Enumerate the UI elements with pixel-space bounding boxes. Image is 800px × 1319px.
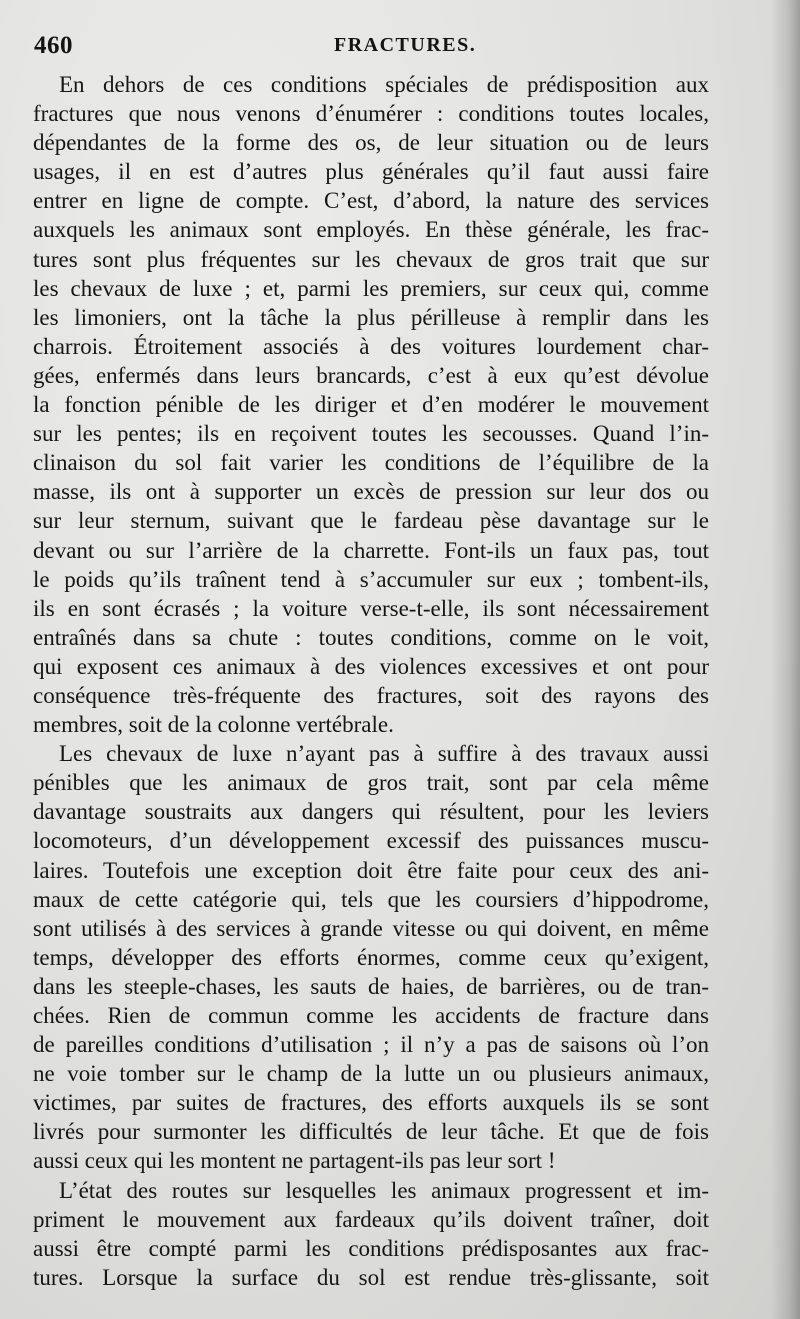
- text-line: chées. Rien de commun comme les accidents de fracture dans: [33, 1003, 709, 1028]
- text-line: masse, ils ont à supporter un excès de pression sur leur dos ou: [33, 479, 709, 505]
- text-line: les limoniers, ont la tâche la plus périlleuse à remplir dans les: [33, 304, 709, 330]
- text-line: davantage soustraits aux dangers qui résultent, pour les leviers: [33, 799, 709, 825]
- text-line: En dehors de ces conditions spéciales de prédisposition aux: [59, 72, 709, 97]
- text-line: pénibles que les animaux de gros trait, sont par cela même: [33, 770, 709, 796]
- text-line: charrois. Étroitement associés à des voitures lourdement char-: [33, 333, 709, 359]
- text-line: ne voie tomber sur le champ de la lutte un ou plusieurs animaux,: [33, 1061, 709, 1087]
- text-line: sur leur sternum, suivant que le fardeau pèse davantage sur le: [33, 508, 709, 534]
- text-line: dans les steeple-chases, les sauts de haies, de barrières, ou de tran-: [33, 973, 709, 999]
- text-line: priment le mouvement aux fardeaux qu’ils doivent traîner, doit: [33, 1206, 709, 1232]
- text-line: le poids qu’ils traînent tend à s’accumuler sur eux ; tombent-ils,: [33, 566, 709, 592]
- text-line: temps, développer des efforts énormes, comme ceux qu’exigent,: [33, 944, 709, 970]
- text-line: sont utilisés à des services à grande vitesse ou qui doivent, en même: [33, 915, 709, 941]
- text-line: entrer en ligne de compte. C’est, d’abord, la nature des services: [33, 188, 709, 214]
- text-line: usages, il en est d’autres plus générales qu’il faut aussi faire: [33, 159, 709, 185]
- text-line: membres, soit de la colonne vertébrale.: [33, 712, 394, 738]
- paragraph: [33, 739, 709, 1175]
- text-line: gées, enfermés dans leurs brancards, c’est à eux qu’est dévolue: [33, 362, 709, 388]
- text-line: dépendantes de la forme des os, de leur situation ou de leurs: [33, 130, 709, 156]
- paragraph: [33, 70, 709, 739]
- text-line: aussi être compté parmi les conditions prédisposantes aux frac-: [33, 1235, 709, 1261]
- text-line: locomoteurs, d’un développement excessif des puissances muscu-: [33, 828, 709, 854]
- text-line: auxquels les animaux sont employés. En thèse générale, les frac-: [33, 217, 709, 243]
- page-number: 460: [34, 32, 73, 59]
- text-line: qui exposent ces animaux à des violences excessives et ont pour: [33, 653, 709, 679]
- paragraph: [33, 1176, 709, 1292]
- text-line: maux de cette catégorie qui, tels que les coursiers d’hippodrome,: [33, 886, 709, 912]
- text-line: Les chevaux de luxe n’ayant pas à suffire à des travaux aussi: [59, 741, 709, 767]
- text-line: ils en sont écrasés ; la voiture verse-t-elle, ils sont nécessairement: [33, 595, 709, 621]
- text-line: aussi ceux qui les montent ne partagent-ils pas leur sort !: [33, 1148, 556, 1174]
- text-line: L’état des routes sur lesquelles les animaux progressent et im-: [59, 1177, 709, 1203]
- running-title: FRACTURES.: [334, 34, 477, 56]
- page-header: [34, 28, 749, 62]
- text-line: la fonction pénible de les diriger et d’en modérer le mouvement: [33, 392, 709, 418]
- text-line: sur les pentes; ils en reçoivent toutes les secousses. Quand l’in-: [33, 421, 709, 447]
- body-text: [33, 70, 709, 1292]
- text-line: les chevaux de luxe ; et, parmi les premiers, sur ceux qui, comme: [33, 275, 709, 301]
- text-line: victimes, par suites de fractures, des efforts auxquels ils se sont: [33, 1090, 709, 1116]
- text-line: tures sont plus fréquentes sur les chevaux de gros trait que sur: [33, 246, 709, 272]
- text-line: livrés pour surmonter les difficultés de leur tâche. Et que de fois: [33, 1119, 709, 1145]
- text-line: de pareilles conditions d’utilisation ; il n’y a pas de saisons où l’on: [33, 1032, 709, 1058]
- text-line: clinaison du sol fait varier les conditions de l’équilibre de la: [33, 450, 709, 476]
- text-line: devant ou sur l’arrière de la charrette. Font-ils un faux pas, tout: [33, 537, 709, 563]
- text-line: conséquence très-fréquente des fractures, soit des rayons des: [33, 682, 709, 708]
- text-line: tures. Lorsque la surface du sol est rendue très-glissante, soit: [33, 1264, 709, 1290]
- text-line: entraînés dans sa chute : toutes conditions, comme on le voit,: [33, 624, 709, 650]
- text-line: laires. Toutefois une exception doit être faite pour ceux des ani-: [33, 857, 709, 883]
- text-line: fractures que nous venons d’énumérer : conditions toutes locales,: [33, 101, 709, 127]
- page-edge-shadow: [770, 0, 800, 1319]
